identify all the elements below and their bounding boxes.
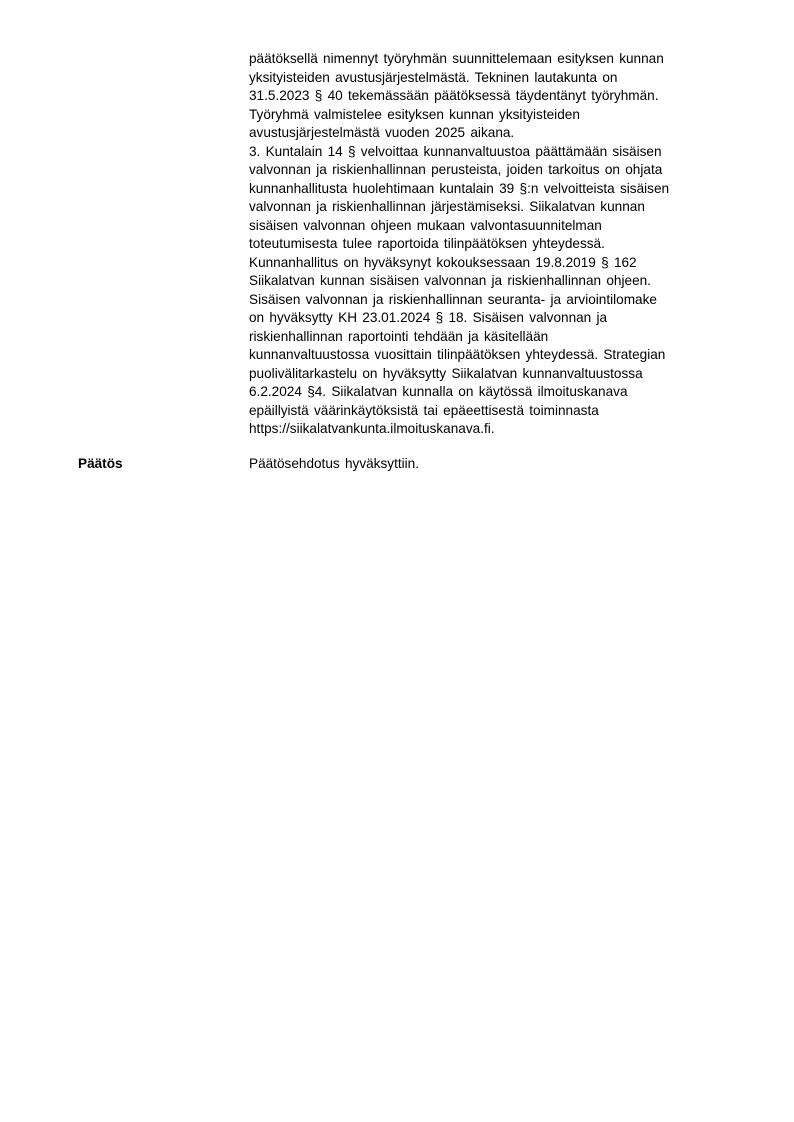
body-line: toteutumisesta tulee raportoida tilinpäätöksen yhteydessä. bbox=[249, 236, 605, 251]
body-line: yksityisteiden avustusjärjestelmästä. Tekninen lautakunta on bbox=[249, 69, 618, 85]
body-line: epäillyistä väärinkäytöksistä tai epäeettisestä toiminnasta bbox=[249, 402, 599, 418]
body-line: on hyväksytty KH 23.01.2024 § 18. Sisäisen valvonnan ja bbox=[249, 310, 608, 325]
body-line: 3. Kuntalain 14 § velvoittaa kunnanvaltuustoa päättämään sisäisen bbox=[249, 143, 662, 159]
body-line: kunnanvaltuustossa vuosittain tilinpäätöksen yhteydessä. Strategian bbox=[249, 347, 666, 362]
body-line: 31.5.2023 § 40 tekemässään päätöksessä täydentänyt työryhmän. bbox=[249, 88, 659, 103]
body-line: sisäisen valvonnan ohjeen mukaan valvontasuunnitelman bbox=[249, 217, 602, 233]
body-line: Kunnanhallitus on hyväksynyt kokouksessaan 19.8.2019 § 162 bbox=[249, 254, 637, 270]
body-text bbox=[249, 50, 749, 439]
body-line: Työryhmä valmistelee esityksen kunnan yksityisteiden bbox=[249, 106, 580, 122]
body-line: puolivälitarkastelu on hyväksytty Siikalatvan kunnanvaltuustossa bbox=[249, 365, 643, 381]
body-line: valvonnan ja riskienhallinnan perusteista, joiden tarkoitus on ohjata bbox=[249, 162, 663, 177]
body-line: valvonnan ja riskienhallinnan järjestämiseksi. Siikalatvan kunnan bbox=[249, 199, 645, 214]
decision-text: Päätösehdotus hyväksyttiin. bbox=[249, 456, 420, 471]
body-line: riskienhallinnan raportointi tehdään ja käsitellään bbox=[249, 328, 549, 344]
body-line: kunnanhallitusta huolehtimaan kuntalain 39 §:n velvoitteista sisäisen bbox=[249, 180, 670, 196]
body-line: avustusjärjestelmästä vuoden 2025 aikana. bbox=[249, 125, 515, 140]
body-line: päätöksellä nimennyt työryhmän suunnittelemaan esityksen kunnan bbox=[249, 51, 664, 66]
decision-label: Päätös bbox=[78, 456, 123, 471]
body-line: 6.2.2024 §4. Siikalatvan kunnalla on käytössä ilmoituskanava bbox=[249, 384, 628, 399]
body-line: Sisäisen valvonnan ja riskienhallinnan seuranta- ja arviointilomake bbox=[249, 291, 657, 307]
body-line: https://siikalatvankunta.ilmoituskanava.fi. bbox=[249, 421, 495, 436]
body-line: Siikalatvan kunnan sisäisen valvonnan ja riskienhallinnan ohjeen. bbox=[249, 273, 651, 288]
